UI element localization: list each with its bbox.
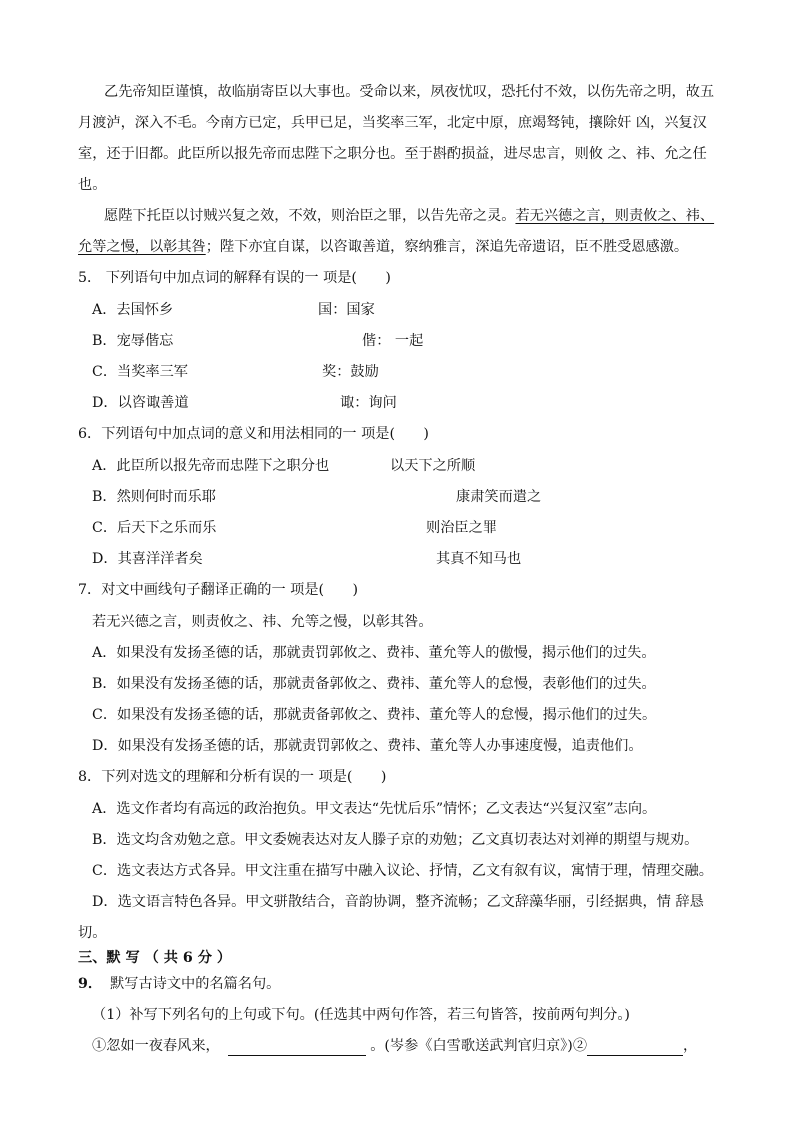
q6-option-a: A．此臣所以报先帝而忠陛下之职分也 [92,458,330,474]
q5-option-b: B．宠辱偕忘 [92,333,174,349]
q7-option-c: C．如果没有发扬圣德的话，那就责备郭攸之、费祎、董允等人的怠慢，揭示他们的过失。 [92,707,657,723]
q9-fill-line [92,1036,697,1056]
q5-option-d-explain: 诹：询问 [340,395,397,411]
q8-option-d-continued: 切。 [78,925,107,941]
q6-option-d-pair: 其真不知马也 [436,551,522,567]
q5-option-c: C．当奖率三军 [92,364,188,380]
underlined-sentence: 允等之慢，以彰其咎 [78,239,206,255]
passage-line [104,206,714,226]
q5-option-b-explain: 偕： 一起 [362,333,424,349]
section-3-title: 三、默 写 （ 共 6 分 ） [78,950,232,966]
q5-option-a-explain: 国：国家 [318,302,375,318]
question-8-stem: 8．下列对选文的理解和分析有误的一 项是( ) [78,769,387,785]
question-5-stem: 5． 下列语句中加点词的解释有误的一 项是( ) [78,270,391,286]
q5-option-c-explain: 奖：鼓励 [322,364,379,380]
answer-blank-2[interactable] [587,1039,683,1056]
q6-option-d: D．其喜洋洋者矣 [92,551,203,567]
question-9-stem [78,974,280,994]
question-9-text: 默写古诗文中的名篇名句。 [110,976,281,992]
q6-option-c: C．后天下之乐而乐 [92,520,217,536]
passage-line [78,237,688,257]
q6-option-b: B．然则何时而乐耶 [92,489,216,505]
q7-quote: 若无兴德之言，则责攸之、祎、允等之慢，以彰其咎。 [92,614,433,630]
q6-option-a-pair: 以天下之所顺 [390,458,476,474]
q7-option-a: A．如果没有发扬圣德的话，那就责罚郭攸之、费祎、董允等人的傲慢，揭示他们的过失。 [92,645,656,661]
q7-option-b: B．如果没有发扬圣德的话，那就责备郭攸之、费祎、董允等人的怠慢，表彰他们的过失。 [92,676,656,692]
q9-sub1: （1）补写下列名句的上句或下句。(任选其中两句作答，若三句皆答，按前两句判分。) [92,1007,630,1023]
answer-blank-1[interactable] [228,1039,366,1056]
q9-line-c: ② [572,1038,588,1054]
q9-line-b: 。(岑参《白雪歌送武判官归京》) [365,1038,573,1054]
q7-option-d: D．如果没有发扬圣德的话，那就责罚郭攸之、费祎、董允等人办事速度慢，追责他们。 [92,738,643,754]
question-6-stem: 6．下列语句中加点词的意义和用法相同的一 项是( ) [78,426,429,442]
passage-text: ；陛下亦宜自谋，以咨诹善道，察纳雅言，深追先帝遗诏，臣不胜受恩感激。 [205,239,689,255]
passage-line: 室，还于旧都。此臣所以报先帝而忠陛下之职分也。至于斟酌损益，进尽忠言，则攸 之、祎、允之任 [78,146,707,162]
q9-line-a: ①忽如一夜春风来， [92,1038,220,1054]
passage-text: 愿陛下托臣以讨贼兴复之效，不效，则治臣之罪，以告先帝之灵。 [104,208,516,224]
q6-option-b-pair: 康肃笑而遣之 [456,489,542,505]
q9-line-d: ， [683,1038,698,1054]
q8-option-d: D．选文语言特色各异。甲文骈散结合，音韵协调，整齐流畅；乙文辞藻华丽，引经据典，情 辞恳 [92,894,704,910]
q5-option-a: A．去国怀乡 [92,302,174,318]
q8-option-b: B．选文均含劝勉之意。甲文委婉表达对友人滕子京的劝勉；乙文真切表达对刘禅的期望与规劝。 [92,832,699,848]
q8-option-a: A．选文作者均有高远的政治抱负。甲文表达“先忧后乐”情怀；乙文表达“兴复汉室”志向。 [92,801,657,817]
underlined-sentence: 若无兴德之言，则责攸之、祎、 [515,208,715,224]
passage-line: 也。 [78,177,107,193]
passage-line: 乙先帝知臣谨慎，故临崩寄臣以大事也。受命以来，夙夜忧叹，恐托付不效，以伤先帝之明，故五 [104,84,715,100]
q5-option-d: D．以咨诹善道 [92,395,189,411]
q8-option-c: C．选文表达方式各异。甲文注重在描写中融入议论、抒情，乙文有叙有议，寓情于理，情理交融。 [92,863,713,879]
question-9-number: 9． [78,976,103,992]
passage-line: 月渡泸，深入不毛。今南方已定，兵甲已足，当奖率三军，北定中原，庶竭驽钝，攘除奸 凶，兴复汉 [78,115,707,131]
question-7-stem: 7．对文中画线句子翻译正确的一 项是( ) [78,582,358,598]
q6-option-c-pair: 则治臣之罪 [426,520,497,536]
